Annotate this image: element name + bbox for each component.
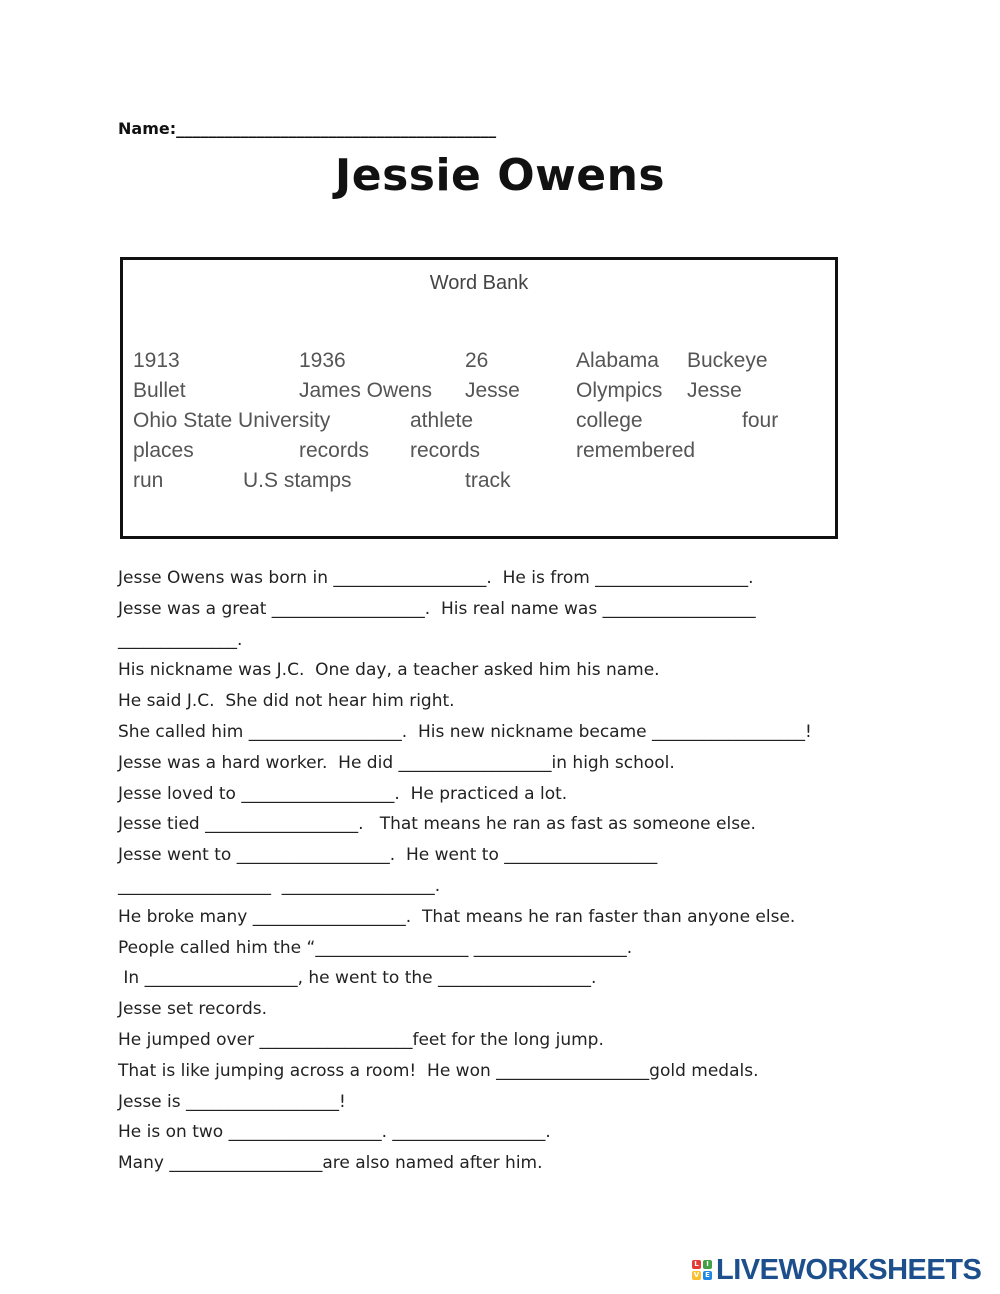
word-bank-word: Olympics: [576, 379, 663, 402]
liveworksheets-logo: [692, 1255, 981, 1285]
word-bank-word: athlete: [410, 409, 474, 432]
sentence-line: That is like jumping across a room! He won __________________gold medals.: [118, 1060, 759, 1081]
sentence-line: He broke many __________________. That means he ran faster than anyone else.: [118, 906, 796, 927]
sentence-line: Jesse set records.: [118, 999, 267, 1020]
fill-in-sentences: [118, 566, 978, 1182]
word-bank-word: four: [742, 409, 779, 432]
word-bank-word: Buckeye: [687, 349, 768, 372]
word-bank-word: run: [133, 469, 164, 492]
page-title: Jessie Owens: [334, 150, 666, 201]
word-bank-word: records: [410, 439, 481, 462]
sentence-line: Jesse was a hard worker. He did __________________in high school.: [118, 752, 675, 773]
word-bank-word: remembered: [576, 439, 696, 462]
sentence-line: He jumped over __________________feet for the long jump.: [118, 1029, 604, 1050]
word-bank-word: James Owens: [299, 379, 433, 402]
logo-square-e: E: [703, 1271, 712, 1280]
word-bank-box: [120, 257, 838, 539]
sentence-line: In __________________, he went to the __________________.: [118, 968, 597, 989]
word-bank-word: 26: [465, 349, 489, 372]
sentence-line: Jesse loved to __________________. He practiced a lot.: [118, 783, 568, 804]
sentence-line: Jesse was a great __________________. His real name was __________________: [118, 598, 756, 619]
sentence-line: ______________.: [118, 629, 243, 650]
logo-square-i: I: [703, 1260, 712, 1269]
sentence-line: He said J.C. She did not hear him right.: [118, 691, 455, 712]
sentence-line: People called him the “__________________ __________________.: [118, 937, 633, 958]
liveworksheets-logo-icon: [692, 1260, 712, 1280]
sentence-line: He is on two __________________. __________________.: [118, 1122, 551, 1143]
sentence-line: Jesse Owens was born in __________________. He is from __________________.: [118, 568, 754, 588]
sentence-line: Jesse tied __________________. That means he ran as fast as someone else.: [118, 814, 756, 835]
logo-wordmark: LIVEWORKSHEETS: [716, 1253, 982, 1286]
word-bank-word: places: [133, 439, 194, 462]
word-bank-word: Bullet: [133, 379, 186, 402]
logo-square-v: V: [693, 1271, 700, 1279]
sentence-line: His nickname was J.C. One day, a teacher asked him his name.: [118, 660, 660, 681]
sentence-line: Jesse is __________________!: [118, 1091, 346, 1112]
name-field-line: Name:________________________________________: [118, 119, 497, 138]
word-bank-word: Jesse: [687, 379, 742, 402]
word-bank-word: college: [576, 409, 643, 432]
word-bank-word: 1936: [299, 349, 346, 372]
word-bank-word: track: [465, 469, 511, 492]
word-bank-title: Word Bank: [429, 272, 529, 294]
sentence-line: Jesse went to __________________. He went to __________________: [118, 845, 658, 866]
word-bank-word: Alabama: [576, 349, 659, 372]
word-bank-word: records: [299, 439, 370, 462]
word-bank-word: Jesse: [465, 379, 520, 402]
word-bank-word: U.S stamps: [243, 469, 352, 492]
logo-square-l: L: [692, 1260, 701, 1269]
sentence-line: __________________ __________________.: [118, 875, 441, 896]
word-bank-word: 1913: [133, 349, 180, 372]
word-bank-word: Ohio State University: [133, 409, 331, 432]
sentence-line: Many __________________are also named after him.: [118, 1153, 543, 1174]
sentence-line: She called him __________________. His new nickname became __________________!: [118, 721, 812, 742]
